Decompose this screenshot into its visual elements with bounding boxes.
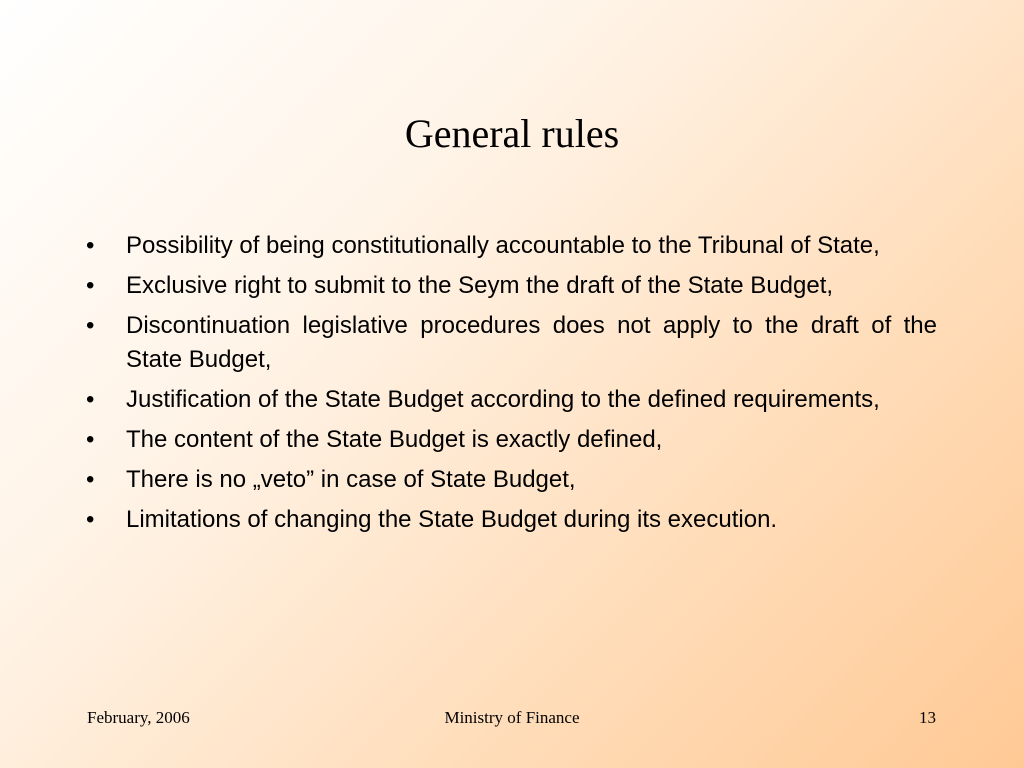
bullet-text: Possibility of being constitutionally accountable to the Tribunal of State, bbox=[126, 232, 880, 259]
bullet-icon: • bbox=[86, 232, 95, 259]
slide-title: General rules bbox=[404, 111, 620, 156]
bullet-text: Limitations of changing the State Budget during its execution. bbox=[126, 506, 778, 533]
bullet-text: The content of the State Budget is exactly defined, bbox=[126, 426, 663, 453]
bullet-icon: • bbox=[86, 506, 95, 533]
bullet-list bbox=[86, 229, 937, 543]
bullet-text: Exclusive right to submit to the Seym the draft of the State Budget, bbox=[126, 272, 834, 299]
bullet-icon: • bbox=[86, 386, 95, 413]
bullet-icon: • bbox=[86, 312, 95, 339]
bullet-item-2 bbox=[86, 269, 937, 303]
bullet-text: Discontinuation legislative procedures does not apply to the draft of the State Budget, bbox=[126, 312, 937, 373]
bullet-icon: • bbox=[86, 466, 95, 493]
bullet-text: Justification of the State Budget according to the defined requirements, bbox=[126, 386, 880, 413]
bullet-item-1 bbox=[86, 229, 937, 263]
footer-page-number: 13 bbox=[919, 708, 936, 727]
bullet-item-4 bbox=[86, 383, 937, 417]
bullet-item-6 bbox=[86, 463, 937, 497]
bullet-icon: • bbox=[86, 426, 95, 453]
bullet-item-5 bbox=[86, 423, 937, 457]
bullet-item-3 bbox=[86, 309, 937, 377]
bullet-item-7 bbox=[86, 503, 937, 537]
footer-organization: Ministry of Finance bbox=[444, 708, 580, 727]
bullet-icon: • bbox=[86, 272, 95, 299]
bullet-text: There is no „veto” in case of State Budget, bbox=[126, 466, 576, 493]
footer-date: February, 2006 bbox=[87, 708, 190, 727]
